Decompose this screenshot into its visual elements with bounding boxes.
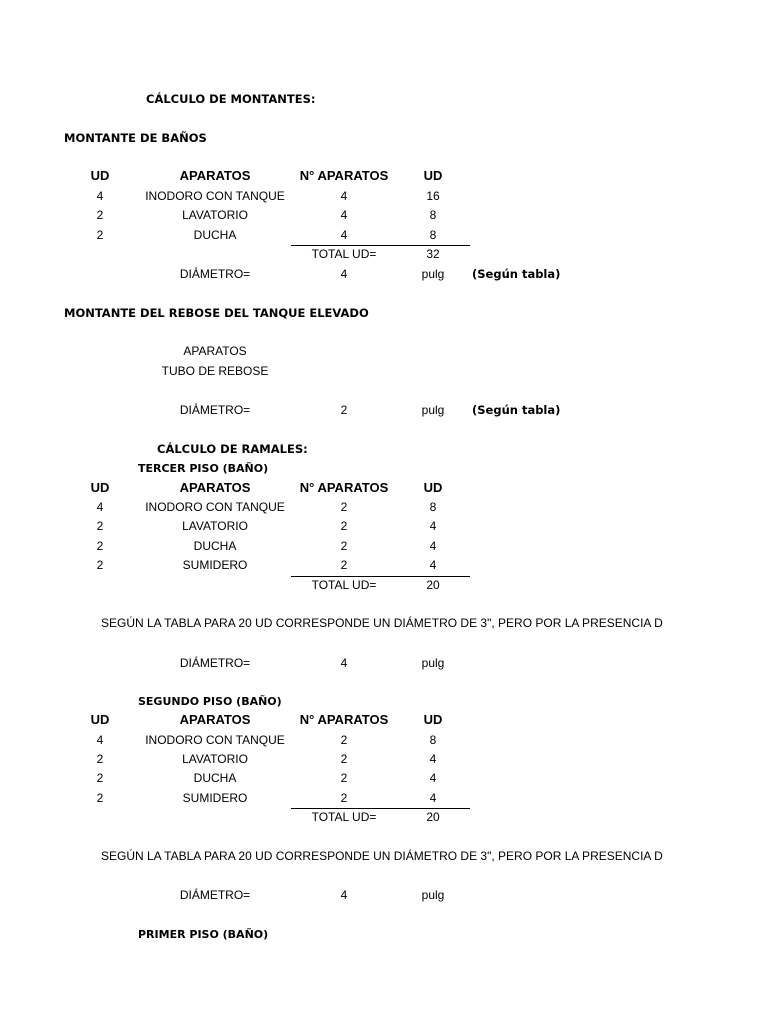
- diametro-unit: pulg: [421, 403, 445, 417]
- col-header-n-aparatos: N° APARATOS: [299, 712, 389, 727]
- diametro-value: 2: [340, 403, 348, 417]
- cell-ud: 2: [96, 752, 104, 766]
- cell-ud: 4: [96, 500, 104, 514]
- title-calculo-ramales: CÁLCULO DE RAMALES:: [157, 442, 308, 456]
- total-value: 32: [426, 247, 440, 261]
- cell-n-aparatos: 4: [340, 228, 348, 242]
- col-header-ud-total: UD: [423, 480, 443, 495]
- cell-ud-total: 8: [429, 228, 437, 242]
- diametro-label: DIÁMETRO=: [179, 403, 251, 417]
- total-label: TOTAL UD=: [311, 247, 377, 261]
- cell-ud-total: 4: [429, 791, 437, 805]
- col-header-n-aparatos: N° APARATOS: [299, 480, 389, 495]
- cell-n-aparatos: 2: [340, 558, 348, 572]
- diametro-note: (Según tabla): [472, 403, 561, 417]
- cell-ud: 2: [96, 558, 104, 572]
- cell-n-aparatos: 2: [340, 519, 348, 533]
- cell-ud-total: 16: [426, 189, 440, 203]
- diametro-value: 4: [340, 267, 348, 281]
- cell-n-aparatos: 4: [340, 208, 348, 222]
- cell-aparato: DUCHA: [193, 771, 237, 785]
- cell-aparato: SUMIDERO: [182, 791, 248, 805]
- total-value: 20: [426, 578, 440, 592]
- diametro-note: (Según tabla): [472, 267, 561, 281]
- cell-ud-total: 4: [429, 771, 437, 785]
- cell-n-aparatos: 2: [340, 791, 348, 805]
- heading-primer-piso: PRIMER PISO (BAÑO): [138, 928, 269, 941]
- rebose-aparatos-label: APARATOS: [183, 344, 247, 358]
- title-calculo-montantes: CÁLCULO DE MONTANTES:: [146, 92, 316, 106]
- cell-ud: 2: [96, 519, 104, 533]
- cell-aparato: INODORO CON TANQUE: [145, 189, 285, 203]
- diametro-unit: pulg: [421, 888, 445, 902]
- rebose-aparato: TUBO DE REBOSE: [161, 364, 269, 378]
- cell-aparato: DUCHA: [193, 228, 237, 242]
- col-header-aparatos: APARATOS: [179, 168, 251, 183]
- col-header-ud-total: UD: [423, 168, 443, 183]
- cell-ud-total: 8: [429, 208, 437, 222]
- cell-n-aparatos: 2: [340, 500, 348, 514]
- diametro-label: DIÁMETRO=: [179, 888, 251, 902]
- col-header-n-aparatos: N° APARATOS: [299, 168, 389, 183]
- cell-n-aparatos: 2: [340, 539, 348, 553]
- cell-ud-total: 8: [429, 500, 437, 514]
- cell-aparato: DUCHA: [193, 539, 237, 553]
- total-label: TOTAL UD=: [311, 578, 377, 592]
- cell-ud-total: 4: [429, 539, 437, 553]
- cell-aparato: LAVATORIO: [182, 208, 248, 222]
- cell-ud: 2: [96, 539, 104, 553]
- col-header-ud: UD: [90, 168, 110, 183]
- heading-tercer-piso: TERCER PISO (BAÑO): [138, 462, 269, 475]
- col-header-ud: UD: [90, 480, 110, 495]
- diametro-label: DIÁMETRO=: [179, 267, 251, 281]
- cell-aparato: INODORO CON TANQUE: [145, 733, 285, 747]
- note-text: SEGÚN LA TABLA PARA 20 UD CORRESPONDE UN DIÁMETRO DE 3", PERO POR LA PRESENCIA D: [101, 849, 663, 863]
- cell-ud-total: 8: [429, 733, 437, 747]
- note-text: SEGÚN LA TABLA PARA 20 UD CORRESPONDE UN DIÁMETRO DE 3", PERO POR LA PRESENCIA D: [101, 616, 663, 630]
- col-header-ud-total: UD: [423, 712, 443, 727]
- cell-n-aparatos: 2: [340, 771, 348, 785]
- cell-aparato: LAVATORIO: [182, 519, 248, 533]
- diametro-value: 4: [340, 888, 348, 902]
- cell-aparato: LAVATORIO: [182, 752, 248, 766]
- cell-ud: 2: [96, 791, 104, 805]
- cell-n-aparatos: 2: [340, 752, 348, 766]
- cell-aparato: SUMIDERO: [182, 558, 248, 572]
- total-label: TOTAL UD=: [311, 810, 377, 824]
- cell-ud-total: 4: [429, 752, 437, 766]
- cell-aparato: INODORO CON TANQUE: [145, 500, 285, 514]
- heading-montante-rebose: MONTANTE DEL REBOSE DEL TANQUE ELEVADO: [64, 306, 369, 320]
- cell-ud: 4: [96, 189, 104, 203]
- diametro-unit: pulg: [421, 656, 445, 670]
- cell-ud-total: 4: [429, 558, 437, 572]
- heading-montante-banos: MONTANTE DE BAÑOS: [64, 131, 207, 145]
- col-header-aparatos: APARATOS: [179, 712, 251, 727]
- cell-n-aparatos: 2: [340, 733, 348, 747]
- cell-ud: 4: [96, 733, 104, 747]
- col-header-aparatos: APARATOS: [179, 480, 251, 495]
- cell-ud-total: 4: [429, 519, 437, 533]
- cell-ud: 2: [96, 771, 104, 785]
- diametro-value: 4: [340, 656, 348, 670]
- diametro-label: DIÁMETRO=: [179, 656, 251, 670]
- heading-segundo-piso: SEGUNDO PISO (BAÑO): [138, 695, 282, 708]
- cell-ud: 2: [96, 228, 104, 242]
- diametro-unit: pulg: [421, 267, 445, 281]
- cell-ud: 2: [96, 208, 104, 222]
- cell-n-aparatos: 4: [340, 189, 348, 203]
- total-value: 20: [426, 810, 440, 824]
- col-header-ud: UD: [90, 712, 110, 727]
